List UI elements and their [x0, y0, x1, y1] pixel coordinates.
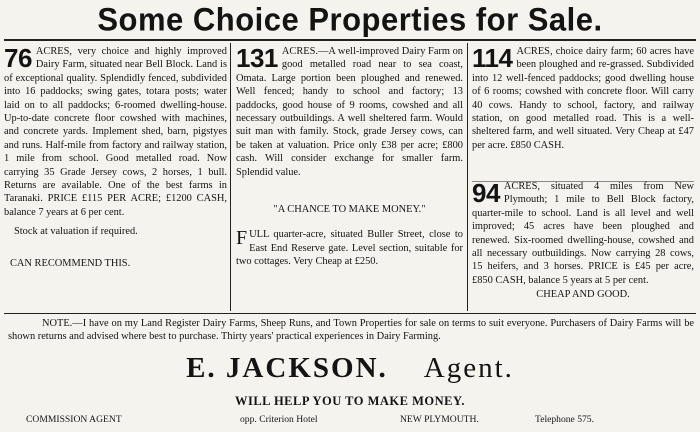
listing-131-body: ACRES.—A well-improved Dairy Farm on good metalled road near to sea coast, Omata. Large portion been ploughed and renewed. Well fenced; handy to school and factory; 13 paddocks, good house of 9 rooms, cowshed and all necessary outbuildings. A well sheltered farm. Would suit man with family. Stock, grade Jersey cows, can be taken at valuation. Price only £38 per acre; £800 cash. Will consider exchange for smaller farm. Splendid value. [236, 46, 463, 178]
top-rule [4, 39, 696, 41]
agent-line [0, 352, 700, 385]
listing-76-lead: 76 [4, 43, 32, 73]
listing-131-lead: 131 [236, 43, 278, 73]
listing-76-stock: Stock at valuation if required. [14, 226, 138, 238]
middle-rule [4, 313, 696, 314]
footer-town: NEW PLYMOUTH. [400, 414, 479, 425]
listing-114-lead: 114 [472, 43, 513, 73]
listing-114-body: ACRES, choice dairy farm; 60 acres have been ploughed and re-grassed. Subdivided into 12 well-fenced paddocks; good dwelling house of 6 rooms; cowshed with concrete floor. Will carry 40 cows. Handy to school, factory, and railway station, on good metalled road. This is a well-sheltered farm, and well situated. Very Cheap at £47 per acre. £850 CASH. [472, 46, 694, 151]
footer-telephone: Telephone 575. [535, 414, 595, 425]
agent-title: Agent. [423, 352, 514, 384]
listing-76-body: ACRES, very choice and highly improved Dairy Farm, situated near Bell Block. Land is of exceptional quality. Splendidly fenced, subdivided into 16 paddocks; swing gates, totara posts; water laid on to all paddocks; 6-roomed dwelling-house. Up-to-date concrete floor cowshed with machines, and concrete yards. Implement shed, barn, pigstyes and runs. Half-mile from factory and railway station, 1 mile from school. Good metalled road. Now carrying 35 Grade Jersey cows, 2 horses, 1 bull. Returns are available. One of the best farms in Taranaki. PRICE £115 PER ACRE; £1200 CASH, balance 7 years at 6 per cent. [4, 46, 227, 218]
column-divider-right [467, 43, 468, 311]
agent-motto: WILL HELP YOU TO MAKE MONEY. [234, 394, 465, 408]
listing-94-acres [472, 180, 694, 302]
listing-131-acres [236, 45, 463, 269]
listing-94-closing: CHEAP AND GOOD. [536, 289, 630, 301]
listing-76-acres [4, 45, 227, 270]
column-divider-left [230, 43, 231, 311]
chance-heading: "A CHANCE TO MAKE MONEY." [273, 204, 426, 216]
full-dropcap: F [236, 227, 248, 250]
footer-address: opp. Criterion Hotel [240, 414, 318, 425]
agent-name: E. JACKSON. [186, 352, 388, 384]
headline: Some Choice Properties for Sale. [97, 1, 603, 38]
listing-114-acres [472, 45, 694, 152]
listing-94-body: ACRES, situated 4 miles from New Plymouth; 1 mile to Bell Block factory, quarter-mile to school. Land is all level and well improved; 45 acres have been ploughed and renewed. Six-roomed dwelling-house, cowshed and all necessary outbuildings. Now carrying 28 cows, 15 heifers, and 3 horses. PRICE is £45 per acre, £850 CASH, balance 5 years at 5 per cent. [472, 181, 694, 286]
listing-94-lead: 94 [472, 178, 500, 208]
land-register-note: NOTE.—I have on my Land Register Dairy Farms, Sheep Runs, and Town Properties for sale on terms to suit everyone. Purchasers of Dairy Farms will be shown returns and advised where best to purchase. Thirty years' practical experiences in Dairy Farming. [8, 318, 694, 342]
full-quarter-acre-body: ULL quarter-acre, situated Buller Street, close to East End Reserve gate. Level section, suitable for two cottages. Very Cheap at £250. [236, 229, 463, 268]
footer-role: COMMISSION AGENT [26, 414, 122, 425]
listing-76-recommend: CAN RECOMMEND THIS. [10, 257, 131, 269]
